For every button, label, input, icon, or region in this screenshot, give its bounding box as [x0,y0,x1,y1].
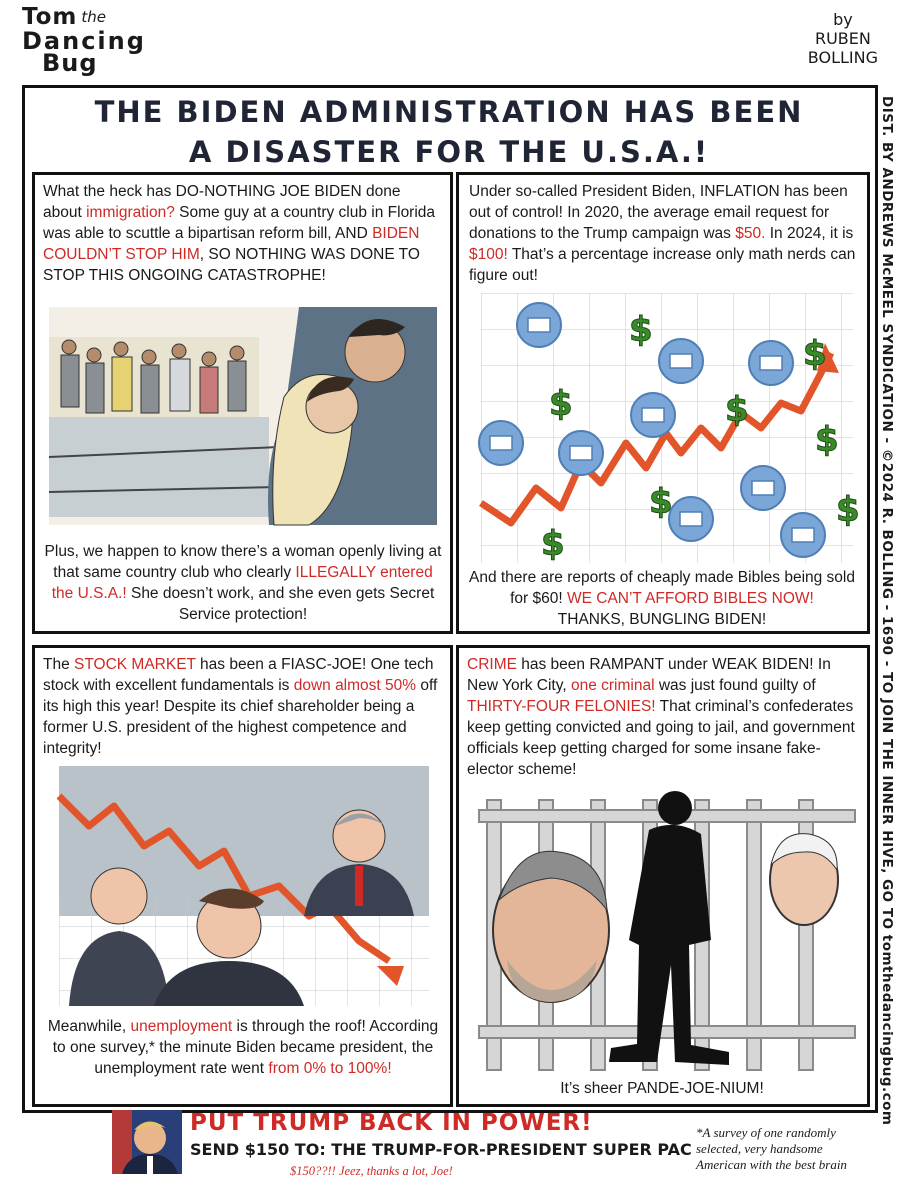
bottom-quip-text: $150??!! Jeez, thanks a lot, Joe! [290,1164,453,1178]
byline-last: BOLLING [807,48,878,67]
panel3-text-stock-market: STOCK MARKET [74,656,196,673]
comic-title [24,92,874,172]
panel3-text-down-50: down almost 50% [293,677,417,694]
panel3-top-text [43,654,443,759]
panel3-illustration [59,766,429,1006]
dollar-sign-1: $ [629,310,653,350]
panel4-text-felonies: THIRTY-FOUR FELONIES! [467,698,656,715]
bottom-subline: SEND $150 TO: THE TRUMP-FOR-PRESIDENT SUPER PAC [190,1140,692,1159]
panel1-top-text [43,181,443,286]
panel3-text-c: off its high this year! Despite its chief shareholder being a former U.S. president of the highest competence and integrity! [43,677,438,757]
bottom-headline: PUT TRUMP BACK IN POWER! [190,1110,593,1136]
panel2-inflation-chart [481,293,860,564]
panel-stock-market [32,645,453,1107]
trump-portrait [112,1110,182,1174]
dollar-sign-8: $ [541,524,565,564]
panel1-text-c: , SO NOTHING WAS DONE TO STOP THIS ONGOING CATASTROPHE! [43,246,420,284]
panel-inflation [456,172,870,634]
panel2-text-50: $50. [735,225,766,242]
panel4-text-one-criminal: one criminal [570,677,655,694]
panel-crime [456,645,870,1107]
panel2-bottom-thanks: THANKS, BUNGLING BIDEN! [557,611,767,628]
panel2-text-a: Under so-called President Biden, INFLATION has been out of control! In 2020, the average email request for donations to the Trump campaign was [469,183,848,242]
panel1-bottom-text [41,541,445,625]
panel3-bottom-unemployment: unemployment [130,1018,233,1035]
survey-footnote: *A survey of one randomly selected, very handsome American with the best brain [696,1125,847,1172]
panel1-text-b: Some guy at a country club in Florida was able to scuttle a bipartisan reform bill, AND [43,204,436,242]
panel4-text-c: That criminal’s confederates keep getting convicted and going to jail, and government officials keep getting charged for some insane fake-elector scheme! [467,698,855,778]
silhouette-figure [609,791,729,1065]
dollar-sign-2: $ [803,334,827,374]
panel1-text-a: What the heck has DO-NOTHING JOE BIDEN done about [43,183,401,221]
panel4-bottom-pande: It’s sheer PANDE-JOE-NIUM! [560,1080,764,1097]
byline-by: by [833,10,853,29]
panel4-illustration [479,790,855,1072]
logo-dancing: Dancing [22,27,146,55]
panel3-bottom-b: is through the roof! According to one survey,* the minute Biden became president, the unemployment rate went [52,1018,439,1077]
distribution-sidebar [878,96,912,1126]
dollar-sign-5: $ [815,420,839,460]
comic-logo [22,4,162,77]
panel1-text-immigration: immigration? [86,204,175,221]
panel1-bottom-b: She doesn’t work, and she even gets Secret Service protection! [126,585,435,623]
panel4-top-text [467,654,861,780]
logo-tom: Tom [22,4,78,30]
panel4-text-b: was just found guilty of [654,677,816,694]
panel-immigration [32,172,453,634]
panel1-bottom-a: Plus, we happen to know there’s a woman openly living at that same country club who clearly [44,543,442,581]
title-line-1: THE BIDEN ADMINISTRATION HAS BEEN [94,95,804,129]
panel2-bottom-bibles: WE CAN’T AFFORD BIBLES NOW! [566,590,814,607]
panel3-bottom-100: from 0% to 100%! [268,1060,392,1077]
dollar-sign-4: $ [725,390,749,430]
panel1-bottom-illegally: ILLEGALLY entered the U.S.A.! [51,564,433,602]
panel1-illustration [49,307,437,525]
byline [808,10,878,67]
logo-bug: Bug [42,49,98,77]
panel3-bottom-a: Meanwhile, [47,1018,131,1035]
panel2-top-text [469,181,861,286]
distribution-text: DIST. BY ANDREWS McMEEL SYNDICATION - ©2024 R. BOLLING - 1690 - TO JOIN THE INNER HIVE, GO TO tomthedancingbug.com [879,96,895,1126]
title-line-2: A DISASTER FOR THE U.S.A.! [188,135,710,169]
panel2-bottom-a: And there are reports of cheaply made Bibles being sold for $60! [468,569,855,607]
dollar-sign-7: $ [836,490,860,530]
dollar-sign-3: $ [549,384,573,424]
panel2-text-b: In 2024, it is [765,225,854,242]
logo-the: the [81,8,107,26]
panel4-text-a: has been RAMPANT under WEAK BIDEN! In New York City, [467,656,831,694]
byline-first: RUBEN [814,29,871,48]
panel4-text-crime: CRIME [467,656,517,673]
panel2-bottom-text [463,567,861,630]
dollar-sign-6: $ [649,482,673,522]
panel3-text-a: The [43,656,75,673]
panel2-text-100: $100! [469,246,508,263]
panel3-text-b: has been a FIASC-JOE! One tech stock with excellent fundamentals is [43,656,434,694]
panel1-text-biden-couldnt: BIDEN COULDN’T STOP HIM [43,225,420,263]
bottom-quip [290,1164,453,1179]
panel4-bottom-text [463,1078,861,1099]
panel2-text-c: That’s a percentage increase only math nerds can figure out! [469,246,856,284]
panel3-bottom-text [41,1016,445,1079]
